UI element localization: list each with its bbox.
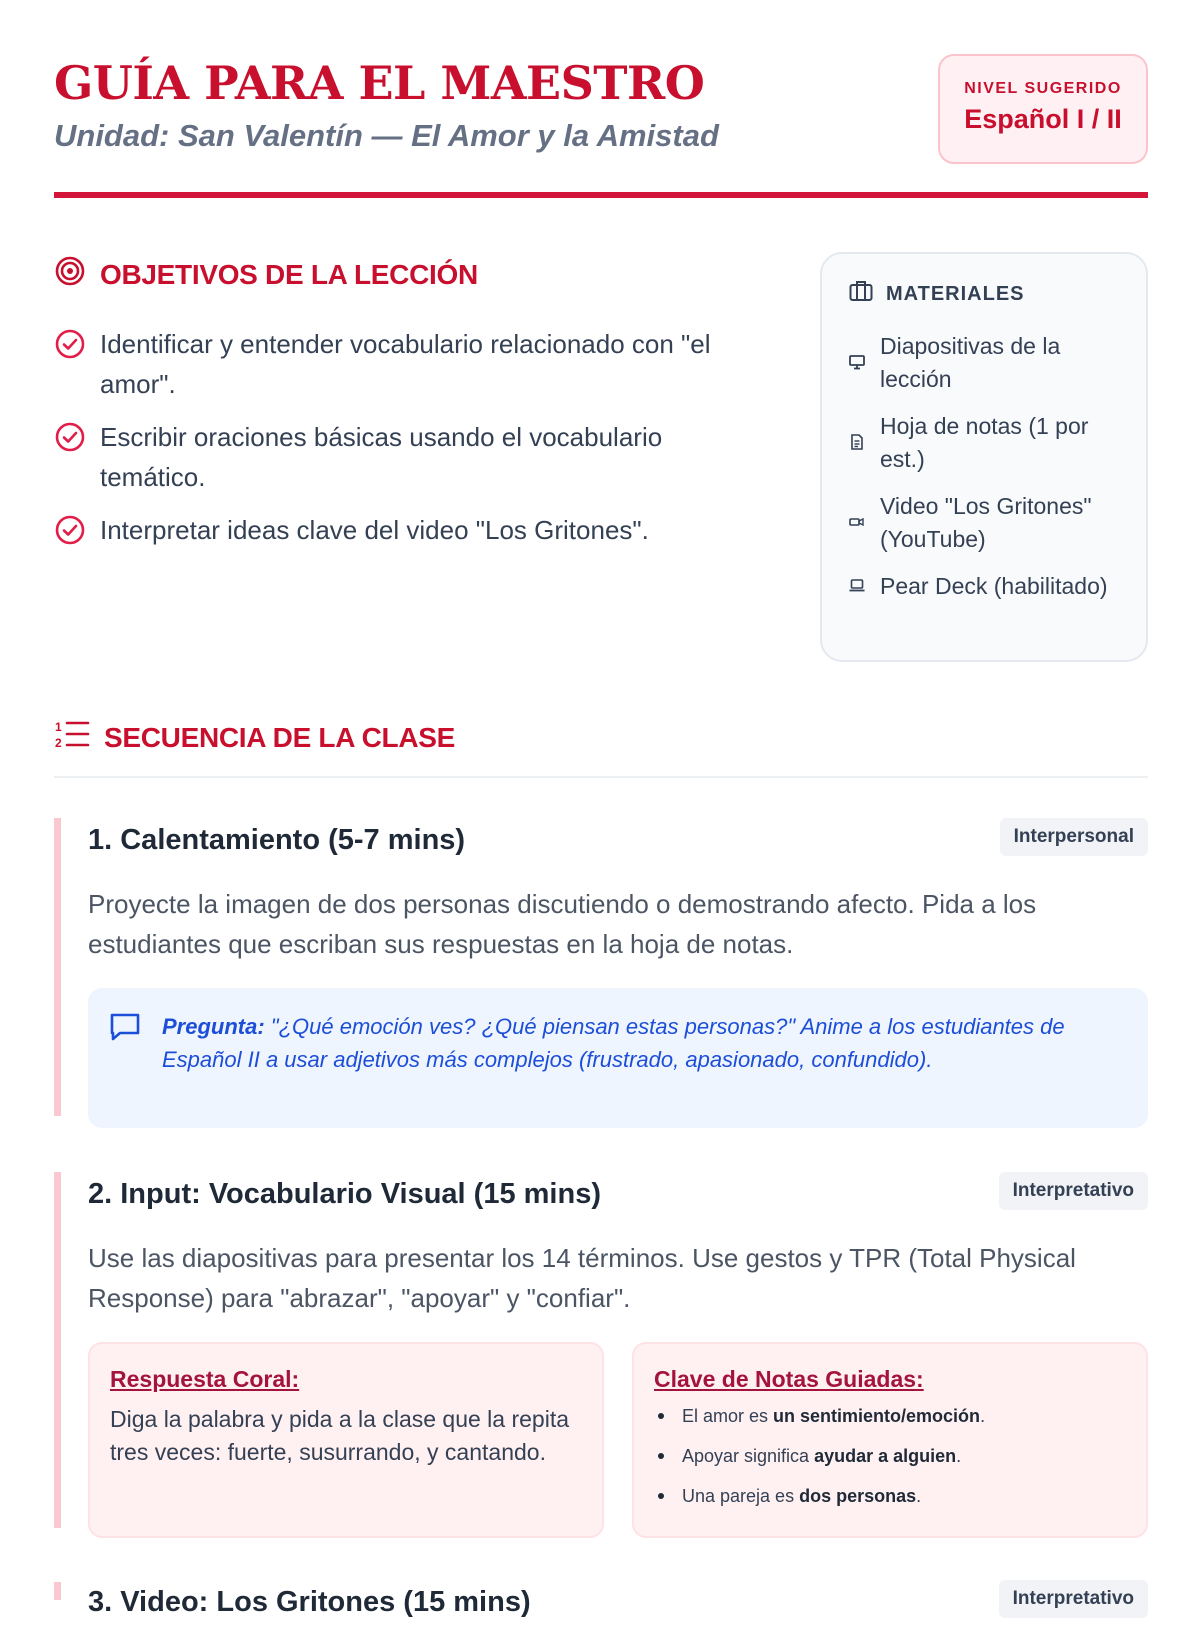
- check-circle-icon: [54, 328, 86, 404]
- objectives-section: [54, 255, 774, 570]
- card-title: Respuesta Coral:: [110, 1366, 300, 1392]
- question-body: "¿Qué emoción ves? ¿Qué piensan estas personas?" Anime a los estudiantes de Español II a usar adjetivos más complejos (frustrado, apasionado, confundido).: [162, 1014, 1065, 1072]
- step-title: 2. Input: Vocabulario Visual (15 mins): [88, 1178, 601, 1210]
- sequence-heading: [54, 718, 1148, 757]
- document-icon: [848, 427, 866, 460]
- note-suffix: .: [980, 1406, 986, 1426]
- material-label: Pear Deck (habilitado): [880, 573, 1108, 599]
- material-item: [848, 410, 1120, 476]
- objective-text: Identificar y entender vocabulario relacionado con "el amor".: [100, 329, 711, 399]
- materials-heading: [848, 278, 1120, 310]
- step-title: 1. Calentamiento (5-7 mins): [88, 824, 466, 856]
- svg-text:1: 1: [55, 720, 62, 734]
- step-description: Use las diapositivas para presentar los 14 términos. Use gestos y TPR (Total Physical Response) para "abrazar", "apoyar" y "confiar".: [88, 1243, 1076, 1313]
- svg-text:2: 2: [55, 736, 62, 750]
- objective-text: Escribir oraciones básicas usando el vocabulario temático.: [100, 422, 663, 492]
- material-label: Hoja de notas (1 por est.): [880, 413, 1089, 472]
- sequence-divider: [54, 776, 1148, 778]
- note-prefix: El amor es: [682, 1406, 774, 1426]
- objectives-list: [54, 324, 774, 557]
- step-video: [54, 1582, 1148, 1618]
- level-badge: [938, 54, 1148, 164]
- check-circle-icon: [54, 421, 86, 497]
- header: [54, 0, 1148, 200]
- objective-item: [54, 510, 774, 557]
- note-item: [654, 1485, 1126, 1507]
- note-answer: dos personas: [799, 1486, 917, 1506]
- card-text: Diga la palabra y pida a la clase que la repita tres veces: fuerte, susurrando, y cantando.: [110, 1406, 570, 1465]
- note-suffix: .: [916, 1486, 922, 1506]
- level-label: NIVEL SUGERIDO: [964, 80, 1122, 97]
- target-icon: [54, 255, 86, 294]
- briefcase-icon: [848, 278, 874, 310]
- note-prefix: Una pareja es: [682, 1486, 800, 1506]
- material-item: [848, 330, 1120, 396]
- question-text: [162, 1010, 1124, 1076]
- question-callout: [88, 988, 1148, 1128]
- page-title: GUÍA PARA EL MAESTRO: [54, 56, 705, 110]
- material-item: [848, 570, 1120, 603]
- note-answer: un sentimiento/emoción: [773, 1406, 981, 1426]
- objective-text: Interpretar ideas clave del video "Los Gritones".: [100, 515, 649, 545]
- note-item: [654, 1405, 1126, 1427]
- step-header: [88, 1172, 1148, 1228]
- card-title: Clave de Notas Guiadas:: [654, 1366, 924, 1392]
- objective-item: [54, 324, 774, 404]
- note-item: [654, 1445, 1126, 1467]
- material-label: Diapositivas de la lección: [880, 333, 1061, 392]
- material-item: [848, 490, 1120, 556]
- teacher-guide-page: [54, 0, 1148, 1618]
- step-description: Proyecte la imagen de dos personas discutiendo o demostrando afecto. Pida a los estudiantes que escriban sus respuestas en la hoja de notas.: [88, 889, 1037, 959]
- step-warmup: [54, 818, 1148, 1116]
- question-label: Pregunta:: [162, 1014, 265, 1039]
- step-header: [88, 818, 1148, 874]
- objective-item: [54, 417, 774, 497]
- choral-response-card: [88, 1342, 604, 1538]
- note-answer: ayudar a alguien: [814, 1446, 957, 1466]
- step-title: 3. Video: Los Gritones (15 mins): [88, 1586, 531, 1618]
- materials-title: MATERIALES: [886, 282, 1025, 305]
- objectives-heading: [54, 255, 774, 294]
- laptop-icon: [848, 570, 866, 603]
- monitor-icon: [848, 347, 866, 380]
- materials-box: [820, 252, 1148, 662]
- mode-badge: Interpersonal: [1000, 818, 1148, 856]
- numbered-list-icon: [54, 718, 90, 757]
- mode-badge: Interpretativo: [999, 1172, 1148, 1210]
- notes-list: [654, 1405, 1126, 1507]
- mode-badge: Interpretativo: [999, 1580, 1148, 1618]
- header-divider: [54, 192, 1148, 198]
- step-vocabulary: [54, 1172, 1148, 1528]
- check-circle-icon: [54, 514, 86, 557]
- guided-notes-card: [632, 1342, 1148, 1538]
- unit-subtitle: Unidad: San Valentín — El Amor y la Amistad: [54, 118, 719, 153]
- materials-list: [848, 330, 1120, 603]
- level-value: Español I / II: [964, 104, 1122, 134]
- step-cards: [88, 1342, 1148, 1538]
- objectives-title: OBJETIVOS DE LA LECCIÓN: [100, 258, 478, 290]
- note-prefix: Apoyar significa: [682, 1446, 815, 1466]
- step-header: [88, 1580, 1148, 1636]
- note-suffix: .: [956, 1446, 962, 1466]
- material-label: Video "Los Gritones" (YouTube): [880, 493, 1092, 552]
- chat-bubble-icon: [108, 1010, 142, 1049]
- video-icon: [848, 507, 866, 540]
- sequence-title: SECUENCIA DE LA CLASE: [104, 721, 455, 753]
